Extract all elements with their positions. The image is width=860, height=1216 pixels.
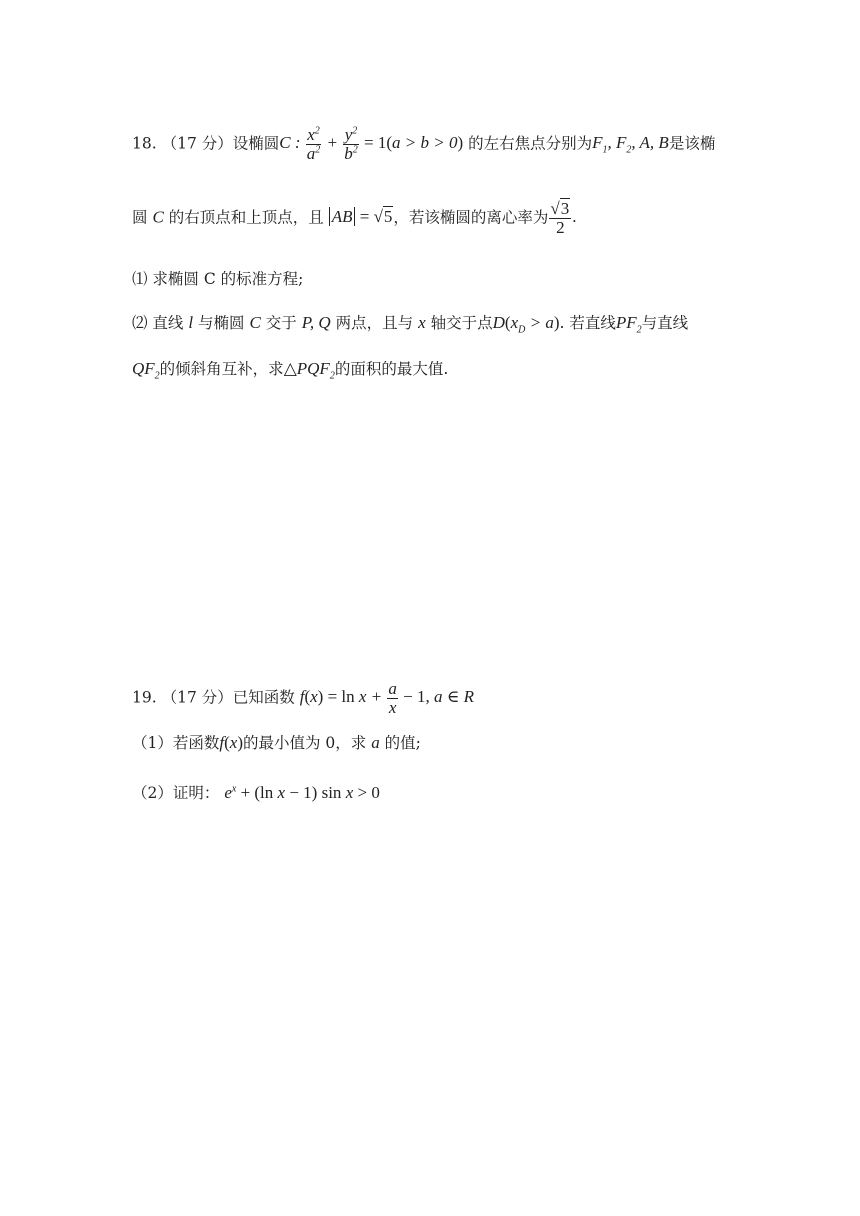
problem-18-line-2: 圆 C 的右顶点和上顶点，且 AB = √5，若该椭圆的离心率为 $\frac{√3}{2}$ .: [132, 199, 577, 237]
problem-points: （17 分）: [161, 134, 233, 153]
problem-19-line-1: 19. （17 分）已知函数 f(x) = ln x + $\frac{a}{x}$ − 1, a ∈ R: [132, 679, 474, 717]
problem-number: 18.: [132, 134, 157, 153]
problem-19-part-2: （2）证明： $e^x + (\ln$ x − 1) sin x > 0: [132, 783, 380, 802]
function-definition: f(x) = ln x + $\frac{a}{x}$ − 1, a ∈ R: [299, 679, 474, 717]
problem-19-part-1: （1）若函数f(x)的最小值为 0，求 a 的值;: [132, 733, 421, 752]
problem-18-line-1: 18. （17 分）设椭圆C : $\frac{x^2}{a^2}$ + $\frac{y^2}{b^2}$ = 1(a > b > 0) 的左右焦点分别为$F_1$, $F_2$, A, B是该椭: [132, 125, 716, 163]
problem-18-line-5: $QF_2$的倾斜角互补，求$\triangle PQF_2$的面积的最大值.: [132, 359, 449, 382]
inequality: $e^x + (\ln$ x − 1) sin x > 0: [224, 783, 380, 802]
ab-length: AB = √5: [329, 207, 394, 226]
problem-18-part-1: ⑴ 求椭圆 C 的标准方程;: [132, 270, 304, 288]
problem-18-part-2: ⑵ 直线 l 与椭圆 C 交于 P, Q 两点，且与 x 轴交于点$D(x_D > a)$. 若直线$PF_2$与直线: [132, 313, 689, 336]
problem-points: （17 分）: [161, 688, 233, 707]
ellipse-equation: C : $\frac{x^2}{a^2}$ + $\frac{y^2}{b^2}$ = 1(a > b > 0): [279, 125, 464, 163]
eccentricity-fraction: $\frac{√3}{2}$ .: [550, 199, 577, 237]
foci-labels: $F_1$, $F_2$, A, B: [592, 133, 669, 156]
problem-number: 19.: [132, 688, 157, 707]
